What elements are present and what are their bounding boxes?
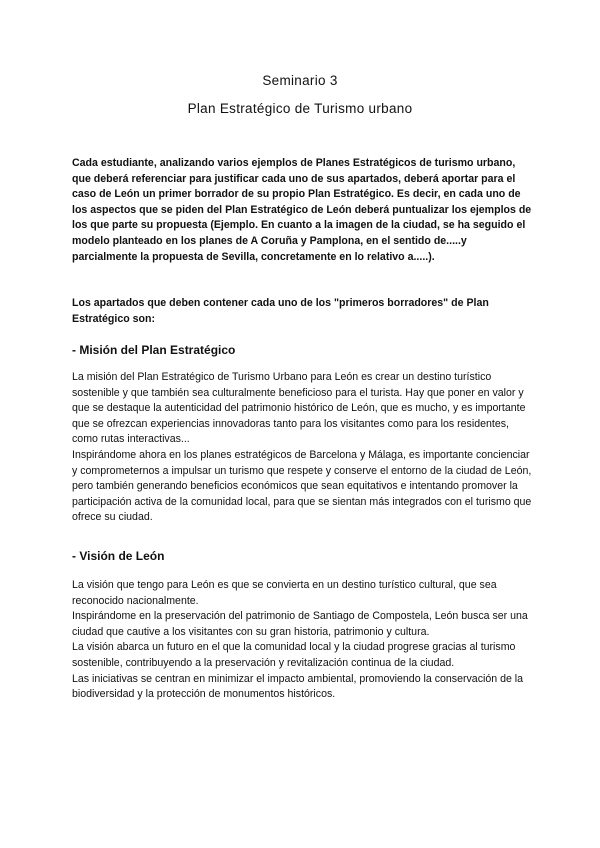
mision-paragraph-1: La misión del Plan Estratégico de Turismo Urbano para León es crear un destino turístico sostenible y que también sea culturalmente beneficioso para el turista. Hay que poner en valor y que se destaque la autenticidad del patrimonio histórico de León, que es mucho, y es importante que se ofrezcan experiencias innovadoras tanto para los visitantes como para los residentes, como rutas interactivas... xyxy=(72,371,526,446)
vision-paragraph-2: Inspirándome en la preservación del patrimonio de Santiago de Compostela, León busca ser una ciudad que cautive a los visitantes con su gran historia, patrimonio y cultura. xyxy=(72,610,528,638)
apartados-intro: Los apartados que deben contener cada uno de los "primeros borradores" de Plan Estratégico son: xyxy=(72,297,489,325)
vision-paragraph-3: La visión abarca un futuro en el que la comunidad local y la ciudad progrese gracias al turismo sostenible, contribuyendo a la preservación y revitalización continua de la ciudad. xyxy=(72,641,516,669)
intro-paragraph: Cada estudiante, analizando varios ejemplos de Planes Estratégicos de turismo urbano, que deberá referenciar para justificar cada uno de sus apartados, deberá aportar para el caso de León un primer borrador de su propio Plan Estratégico. Es decir, en cada uno de los aspectos que se piden del Plan Estratégico de León deberá puntualizar los ejemplos de los que parte su propuesta (Ejemplo. En cuanto a la imagen de la ciudad, se ha seguido el modelo planteado en los planes de A Coruña y Pamplona, en el sentido de.....y parcialmente la propuesta de Sevilla, concretamente en lo relativo a.....). xyxy=(72,157,532,263)
document-subtitle: Plan Estratégico de Turismo urbano xyxy=(187,101,413,116)
section-heading-mision: - Misión del Plan Estratégico xyxy=(72,343,236,357)
mision-paragraph-2: Inspirándome ahora en los planes estratégicos de Barcelona y Málaga, es importante concienciar y comprometernos a impulsar un turismo que respete y conserve el entorno de la ciudad de León, pero también generando beneficios económicos que sean equitativos e intentando promover la participación activa de la comunidad local, para que se sientan más integrados con el turismo que ofrece su ciudad. xyxy=(72,448,532,524)
section-body-vision xyxy=(72,578,534,703)
section-body-mision xyxy=(72,370,534,526)
section-heading-vision: - Visión de León xyxy=(72,549,165,563)
document-title: Seminario 3 xyxy=(262,73,338,88)
vision-paragraph-4: Las iniciativas se centran en minimizar el impacto ambiental, promoviendo la conservación de la biodiversidad y la protección de monumentos históricos. xyxy=(72,672,524,701)
vision-paragraph-1: La visión que tengo para León es que se convierta en un destino turístico cultural, que sea reconocido nacionalmente. xyxy=(72,579,497,607)
